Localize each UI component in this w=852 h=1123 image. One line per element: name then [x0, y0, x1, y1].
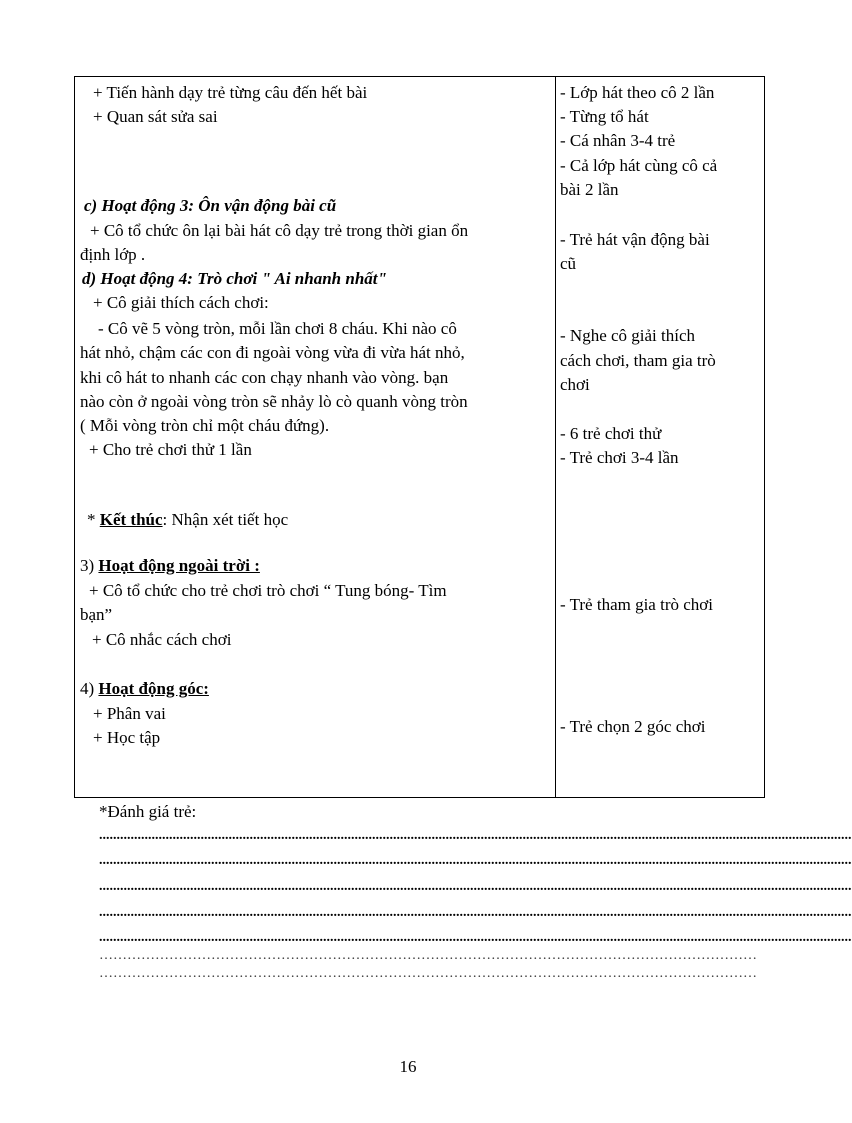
left-line: bạn”	[80, 605, 113, 624]
right-line: - Nghe cô giải thích	[560, 326, 696, 345]
left-line: khi cô hát to nhanh các con chạy nhanh vào vòng. bạn	[80, 368, 449, 387]
activity-4-title: d) Hoạt động 4: Trò chơi " Ai nhanh nhất"	[82, 269, 387, 288]
left-line: + Cô nhắc cách chơi	[92, 630, 232, 649]
left-line: + Quan sát sửa sai	[93, 107, 218, 126]
dotted-line: ……………………………………………………………………………………………………………………………	[99, 948, 757, 963]
dotted-line: .......................................................................................................................................................................................................................	[99, 905, 852, 920]
evaluation-title: *Đánh giá trẻ:	[99, 802, 197, 821]
right-line: - 6 trẻ chơi thử	[560, 424, 662, 443]
section-4-number: 4)	[80, 679, 99, 698]
left-line: + Cô tổ chức cho trẻ chơi trò chơi “ Tung bóng- Tìm	[89, 581, 447, 600]
left-line: + Phân vai	[93, 704, 166, 723]
dotted-line: .......................................................................................................................................................................................................................	[99, 930, 852, 945]
dotted-line: .......................................................................................................................................................................................................................	[99, 879, 852, 894]
left-line: hát nhỏ, chậm các con đi ngoài vòng vừa đi vừa hát nhỏ,	[80, 343, 465, 362]
dotted-line: .......................................................................................................................................................................................................................	[99, 853, 852, 868]
right-line: - Cả lớp hát cùng cô cả	[560, 156, 718, 175]
dotted-line: .......................................................................................................................................................................................................................	[99, 828, 852, 843]
right-line: - Trẻ chọn 2 góc chơi	[560, 717, 706, 736]
right-line: bài 2 lần	[560, 180, 619, 199]
left-line: nào còn ở ngoài vòng tròn sẽ nhảy lò cò quanh vòng tròn	[80, 392, 468, 411]
left-line: + Tiến hành dạy trẻ từng câu đến hết bài	[93, 83, 368, 102]
ending-label: Kết thúc	[99, 510, 163, 529]
right-line: - Lớp hát theo cô 2 lần	[560, 83, 715, 102]
left-line: - Cô vẽ 5 vòng tròn, mỗi lần chơi 8 cháu. Khi nào cô	[98, 319, 457, 338]
right-line: - Trẻ hát vận động bài	[560, 230, 710, 249]
ending-line	[87, 508, 288, 532]
right-line: - Trẻ tham gia trò chơi	[560, 595, 713, 614]
right-line: cũ	[560, 254, 577, 273]
section-3-number: 3)	[80, 556, 99, 575]
left-line: + Cho trẻ chơi thử 1 lần	[89, 440, 252, 459]
ending-prefix: *	[87, 510, 100, 529]
dotted-line: ……………………………………………………………………………………………………………………………	[99, 966, 757, 981]
section-3-label: Hoạt động ngoài trời :	[98, 556, 260, 575]
left-line: + Cô giải thích cách chơi:	[93, 293, 269, 312]
left-line: định lớp .	[80, 245, 146, 264]
left-line: + Cô tổ chức ôn lại bài hát cô dạy trẻ trong thời gian ổn	[90, 221, 469, 240]
section-4-heading	[80, 677, 209, 701]
section-3-heading	[80, 554, 260, 578]
section-4-label: Hoạt động góc:	[98, 679, 209, 698]
right-line: - Từng tổ hát	[560, 107, 649, 126]
left-line: ( Mỗi vòng tròn chỉ một cháu đứng).	[80, 416, 330, 435]
ending-text: : Nhận xét tiết học	[162, 510, 289, 529]
right-line: - Trẻ chơi 3-4 lần	[560, 448, 679, 467]
right-line: cách chơi, tham gia trò	[560, 351, 716, 370]
right-line: - Cá nhân 3-4 trẻ	[560, 131, 676, 150]
lesson-table	[74, 76, 765, 798]
activity-3-title: c) Hoạt động 3: Ôn vận động bài cũ	[84, 196, 337, 215]
page-number: 16	[399, 1057, 417, 1076]
column-divider	[555, 77, 556, 797]
right-line: chơi	[560, 375, 590, 394]
left-line: + Học tập	[93, 728, 161, 747]
